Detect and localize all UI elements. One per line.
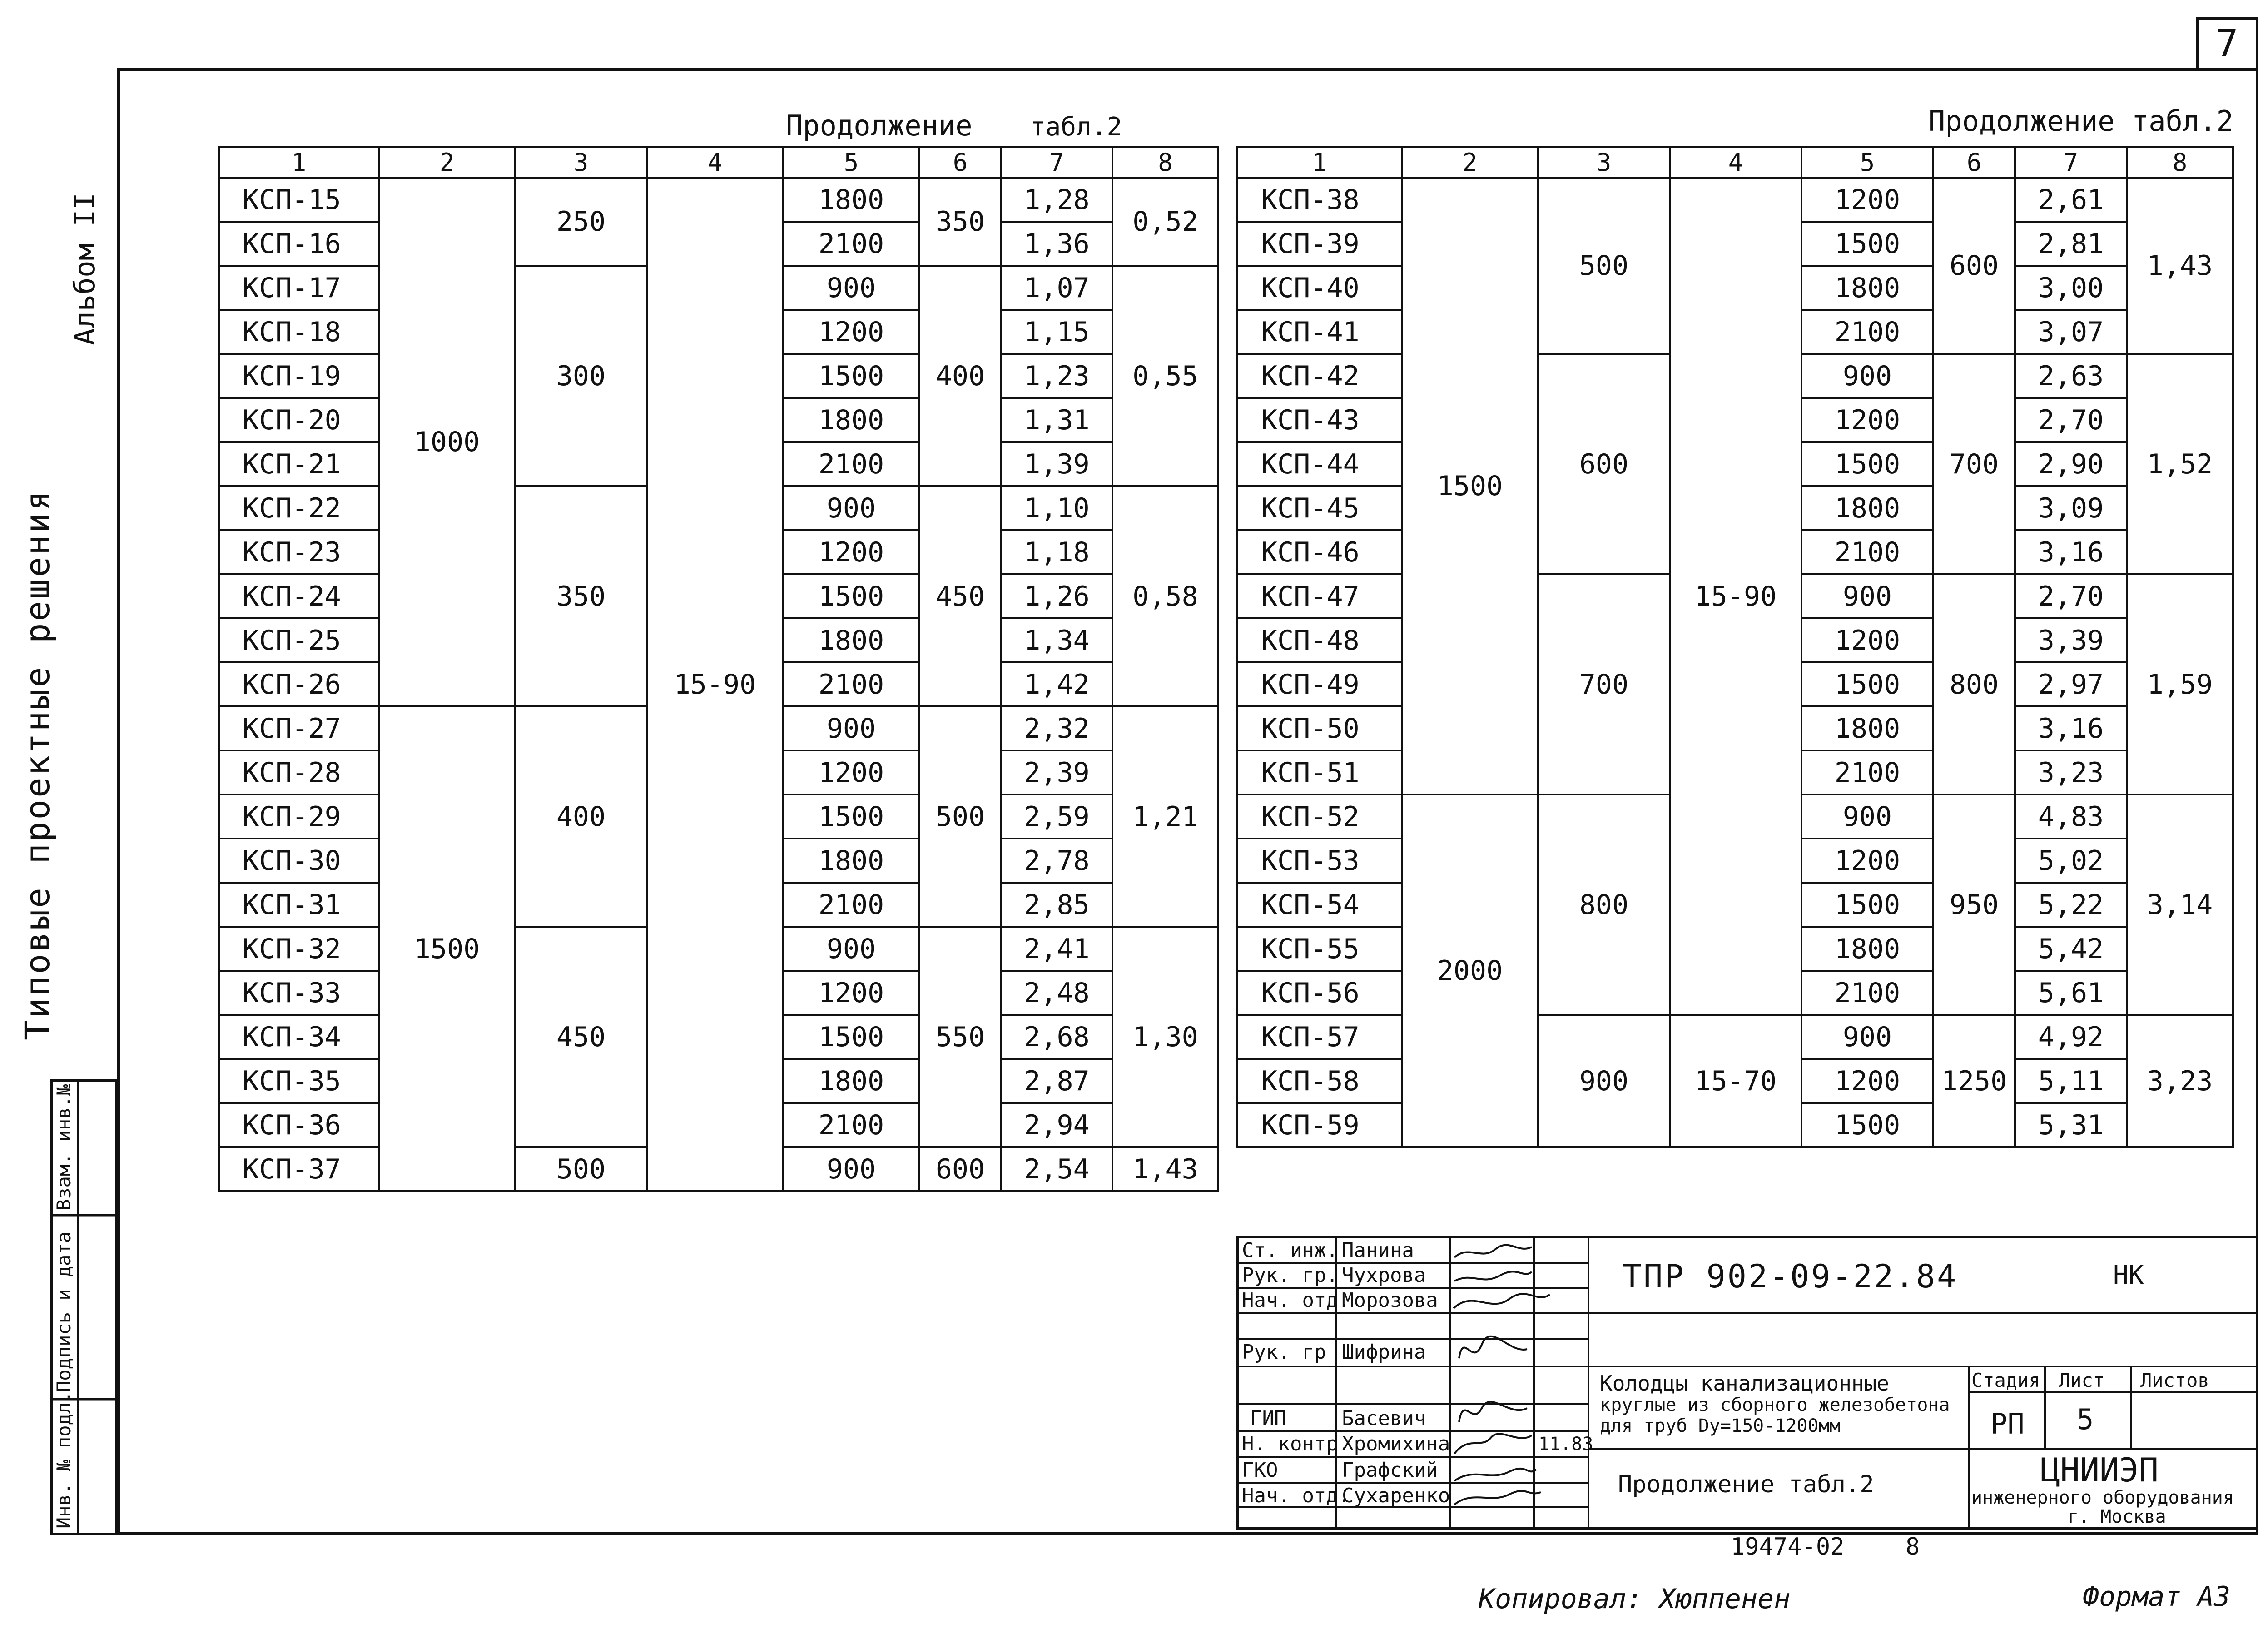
left-col4: 15-90 xyxy=(647,178,783,1191)
right-length: 1200 xyxy=(1801,839,1933,883)
left-weight: 2,68 xyxy=(1001,1015,1112,1059)
left-col6: 600 xyxy=(919,1147,1001,1191)
role-8: Нач. отд. xyxy=(1242,1484,1350,1507)
sheet-title: Продолжение табл.2 xyxy=(1618,1471,1874,1498)
left-col3: 300 xyxy=(515,266,647,486)
sheet-label: Лист xyxy=(2059,1369,2105,1391)
right-weight: 3,07 xyxy=(2015,310,2127,354)
name-7: Графский xyxy=(1342,1459,1438,1482)
left-mark: КСП-26 xyxy=(219,662,379,706)
left-mark: КСП-24 xyxy=(219,574,379,618)
right-header-7: 7 xyxy=(2015,147,2127,178)
left-mark: КСП-32 xyxy=(219,927,379,971)
left-length: 1500 xyxy=(783,1015,919,1059)
right-length: 1200 xyxy=(1801,398,1933,442)
right-weight: 5,22 xyxy=(2015,883,2127,927)
left-weight: 1,23 xyxy=(1001,354,1112,398)
left-caption-word: Продолжение xyxy=(786,109,973,142)
left-col3: 500 xyxy=(515,1147,647,1191)
right-header-1: 1 xyxy=(1237,147,1402,178)
left-header-row xyxy=(219,147,1218,178)
right-mark: КСП-49 xyxy=(1237,662,1402,706)
right-weight: 3,16 xyxy=(2015,530,2127,574)
left-col8: 1,21 xyxy=(1112,706,1218,927)
left-col6: 400 xyxy=(919,266,1001,486)
left-header-7: 7 xyxy=(1001,147,1112,178)
right-weight: 5,11 xyxy=(2015,1059,2127,1103)
right-length: 900 xyxy=(1801,795,1933,839)
right-col8: 1,43 xyxy=(2127,178,2233,354)
left-mark: КСП-34 xyxy=(219,1015,379,1059)
right-col6: 950 xyxy=(1933,795,2015,1015)
left-weight: 1,34 xyxy=(1001,618,1112,662)
left-length: 1500 xyxy=(783,354,919,398)
right-mark: КСП-58 xyxy=(1237,1059,1402,1103)
role-1: Ст. инж. xyxy=(1242,1239,1338,1262)
left-weight: 2,85 xyxy=(1001,883,1112,927)
right-weight: 2,61 xyxy=(2015,178,2127,222)
table-row xyxy=(219,178,1218,222)
left-length: 1200 xyxy=(783,971,919,1015)
right-mark: КСП-44 xyxy=(1237,442,1402,486)
right-mark: КСП-59 xyxy=(1237,1103,1402,1147)
left-weight: 2,94 xyxy=(1001,1103,1112,1147)
left-length: 2100 xyxy=(783,442,919,486)
left-col2: 1000 xyxy=(379,178,515,706)
right-length: 2100 xyxy=(1801,310,1933,354)
right-mark: КСП-47 xyxy=(1237,574,1402,618)
right-mark: КСП-42 xyxy=(1237,354,1402,398)
name-2: Чухрова xyxy=(1342,1264,1426,1287)
name-4: Шифрина xyxy=(1342,1341,1426,1364)
left-length: 2100 xyxy=(783,1103,919,1147)
right-mark: КСП-52 xyxy=(1237,795,1402,839)
right-weight: 2,63 xyxy=(2015,354,2127,398)
right-length: 900 xyxy=(1801,574,1933,618)
right-weight: 2,97 xyxy=(2015,662,2127,706)
right-col3: 500 xyxy=(1538,178,1670,354)
left-length: 2100 xyxy=(783,883,919,927)
left-col3: 400 xyxy=(515,706,647,927)
bottom-number: 19474-02 xyxy=(1731,1533,1845,1560)
name-1: Панина xyxy=(1342,1239,1414,1262)
left-mark: КСП-20 xyxy=(219,398,379,442)
side-stamp-replace-label: Взам. инв.№ xyxy=(53,1084,75,1211)
bottom-sheet: 8 xyxy=(1906,1533,1920,1560)
right-mark: КСП-45 xyxy=(1237,486,1402,530)
left-mark: КСП-22 xyxy=(219,486,379,530)
right-mark: КСП-43 xyxy=(1237,398,1402,442)
org-name: ЦНИИЭП xyxy=(2040,1451,2159,1489)
right-weight: 3,23 xyxy=(2015,750,2127,795)
left-col2: 1500 xyxy=(379,706,515,1191)
left-length: 1800 xyxy=(783,1059,919,1103)
left-length: 1200 xyxy=(783,530,919,574)
document-mark: НК xyxy=(2113,1261,2144,1290)
left-mark: КСП-25 xyxy=(219,618,379,662)
left-length: 1800 xyxy=(783,618,919,662)
sheets-label: Листов xyxy=(2140,1369,2209,1391)
right-weight: 3,39 xyxy=(2015,618,2127,662)
stage-label: Стадия xyxy=(1971,1369,2040,1391)
left-col8: 0,55 xyxy=(1112,266,1218,486)
left-col8: 0,58 xyxy=(1112,486,1218,706)
right-header-row xyxy=(1237,147,2233,178)
left-mark: КСП-23 xyxy=(219,530,379,574)
right-spec-table xyxy=(1236,146,2234,1148)
left-mark: КСП-31 xyxy=(219,883,379,927)
left-mark: КСП-21 xyxy=(219,442,379,486)
right-col8: 3,23 xyxy=(2127,1015,2233,1147)
right-length: 1800 xyxy=(1801,706,1933,750)
format-label: Формат А3 xyxy=(2083,1581,2231,1613)
left-weight: 1,18 xyxy=(1001,530,1112,574)
role-3: Нач. отд. xyxy=(1242,1289,1350,1312)
left-weight: 2,41 xyxy=(1001,927,1112,971)
right-col8: 1,52 xyxy=(2127,354,2233,574)
title-line-2: круглые из сборного железобетона xyxy=(1600,1395,1950,1415)
side-stamp xyxy=(50,1079,118,1535)
right-header-5: 5 xyxy=(1801,147,1933,178)
album-label: Альбом II xyxy=(68,193,101,345)
left-length: 900 xyxy=(783,486,919,530)
right-col3: 600 xyxy=(1538,354,1670,574)
left-mark: КСП-28 xyxy=(219,750,379,795)
right-weight: 3,00 xyxy=(2015,266,2127,310)
right-col8: 3,14 xyxy=(2127,795,2233,1015)
left-spec-table xyxy=(218,146,1219,1192)
right-col3: 800 xyxy=(1538,795,1670,1015)
left-length: 900 xyxy=(783,927,919,971)
right-length: 1800 xyxy=(1801,486,1933,530)
right-weight: 2,81 xyxy=(2015,222,2127,266)
right-weight: 2,70 xyxy=(2015,398,2127,442)
right-weight: 5,42 xyxy=(2015,927,2127,971)
side-stamp-sign-label: Подпись и дата xyxy=(53,1231,75,1392)
name-5: Басевич xyxy=(1342,1407,1426,1430)
left-col6: 350 xyxy=(919,178,1001,266)
left-length: 2100 xyxy=(783,222,919,266)
right-col3: 900 xyxy=(1538,1015,1670,1147)
right-mark: КСП-50 xyxy=(1237,706,1402,750)
role-7: ГКО xyxy=(1242,1459,1278,1482)
role-4: Рук. гр xyxy=(1242,1341,1326,1364)
left-weight: 1,42 xyxy=(1001,662,1112,706)
left-length: 1800 xyxy=(783,398,919,442)
left-mark: КСП-15 xyxy=(219,178,379,222)
right-weight: 5,31 xyxy=(2015,1103,2127,1147)
right-length: 2100 xyxy=(1801,750,1933,795)
right-col6: 1250 xyxy=(1933,1015,2015,1147)
left-header-6: 6 xyxy=(919,147,1001,178)
left-mark: КСП-33 xyxy=(219,971,379,1015)
right-mark: КСП-56 xyxy=(1237,971,1402,1015)
table-row xyxy=(1237,1015,2233,1059)
right-length: 900 xyxy=(1801,1015,1933,1059)
right-header-3: 3 xyxy=(1538,147,1670,178)
left-weight: 2,87 xyxy=(1001,1059,1112,1103)
right-col2: 1500 xyxy=(1402,178,1538,795)
title-line-3: для труб Dy=150-1200мм xyxy=(1600,1415,1841,1436)
right-length: 1500 xyxy=(1801,662,1933,706)
left-weight: 1,07 xyxy=(1001,266,1112,310)
left-col6: 450 xyxy=(919,486,1001,706)
left-weight: 1,39 xyxy=(1001,442,1112,486)
right-length: 1800 xyxy=(1801,266,1933,310)
right-header-4: 4 xyxy=(1670,147,1801,178)
left-col3: 450 xyxy=(515,927,647,1147)
left-length: 1500 xyxy=(783,574,919,618)
right-mark: КСП-48 xyxy=(1237,618,1402,662)
right-col4: 15-70 xyxy=(1670,1015,1801,1147)
right-mark: КСП-46 xyxy=(1237,530,1402,574)
left-length: 900 xyxy=(783,1147,919,1191)
right-weight: 3,09 xyxy=(2015,486,2127,530)
stage-value: РП xyxy=(1990,1407,2025,1440)
page-number: 7 xyxy=(2196,17,2258,68)
right-length: 1500 xyxy=(1801,222,1933,266)
left-weight: 1,28 xyxy=(1001,178,1112,222)
left-col3: 350 xyxy=(515,486,647,706)
right-col2: 2000 xyxy=(1402,795,1538,1147)
left-weight: 2,48 xyxy=(1001,971,1112,1015)
right-col6: 600 xyxy=(1933,178,2015,354)
role-2: Рук. гр. xyxy=(1242,1264,1338,1287)
name-6: Хромихина xyxy=(1342,1432,1450,1455)
left-weight: 2,54 xyxy=(1001,1147,1112,1191)
series-label: Типовые проектные решения xyxy=(18,489,57,1040)
right-weight: 3,16 xyxy=(2015,706,2127,750)
name-3: Морозова xyxy=(1342,1289,1438,1312)
right-col4: 15-90 xyxy=(1670,178,1801,1015)
title-block xyxy=(1236,1236,2258,1530)
right-mark: КСП-57 xyxy=(1237,1015,1402,1059)
right-mark: КСП-41 xyxy=(1237,310,1402,354)
left-weight: 1,10 xyxy=(1001,486,1112,530)
right-weight: 2,70 xyxy=(2015,574,2127,618)
right-col6: 800 xyxy=(1933,574,2015,795)
right-length: 1800 xyxy=(1801,927,1933,971)
left-header-4: 4 xyxy=(647,147,783,178)
right-weight: 5,61 xyxy=(2015,971,2127,1015)
left-col3: 250 xyxy=(515,178,647,266)
role-5: ГИП xyxy=(1250,1407,1286,1430)
right-col3: 700 xyxy=(1538,574,1670,795)
right-length: 1500 xyxy=(1801,1103,1933,1147)
table-row xyxy=(1237,178,2233,222)
left-col8: 1,30 xyxy=(1112,927,1218,1147)
left-weight: 2,78 xyxy=(1001,839,1112,883)
left-length: 1200 xyxy=(783,750,919,795)
left-length: 1800 xyxy=(783,839,919,883)
left-weight: 2,32 xyxy=(1001,706,1112,750)
left-length: 1800 xyxy=(783,178,919,222)
left-col6: 500 xyxy=(919,706,1001,927)
right-weight: 5,02 xyxy=(2015,839,2127,883)
right-weight: 4,92 xyxy=(2015,1015,2127,1059)
copied-by: Копировал: Хюппенен xyxy=(1479,1583,1791,1615)
left-length: 1500 xyxy=(783,795,919,839)
left-col8: 0,52 xyxy=(1112,178,1218,266)
left-col8: 1,43 xyxy=(1112,1147,1218,1191)
left-weight: 1,15 xyxy=(1001,310,1112,354)
left-weight: 1,36 xyxy=(1001,222,1112,266)
org-line2: инженерного оборудования xyxy=(1971,1487,2234,1508)
right-mark: КСП-51 xyxy=(1237,750,1402,795)
name-8: Сухаренко xyxy=(1342,1484,1450,1507)
left-weight: 1,31 xyxy=(1001,398,1112,442)
title-line-1: Колодцы канализационные xyxy=(1600,1371,1889,1396)
right-table-caption: Продолжение табл.2 xyxy=(1928,104,2233,138)
approval-date: 11.83 xyxy=(1538,1434,1593,1455)
right-header-8: 8 xyxy=(2127,147,2233,178)
left-header-5: 5 xyxy=(783,147,919,178)
right-weight: 2,90 xyxy=(2015,442,2127,486)
right-length: 2100 xyxy=(1801,971,1933,1015)
signatures xyxy=(1454,1245,1550,1505)
left-header-1: 1 xyxy=(219,147,379,178)
left-mark: КСП-27 xyxy=(219,706,379,750)
org-line3: г. Москва xyxy=(2068,1506,2166,1527)
left-col6: 550 xyxy=(919,927,1001,1147)
left-weight: 1,26 xyxy=(1001,574,1112,618)
right-length: 2100 xyxy=(1801,530,1933,574)
left-mark: КСП-19 xyxy=(219,354,379,398)
left-table-caption xyxy=(786,109,1122,142)
right-length: 1200 xyxy=(1801,178,1933,222)
left-header-3: 3 xyxy=(515,147,647,178)
left-weight: 2,59 xyxy=(1001,795,1112,839)
left-mark: КСП-30 xyxy=(219,839,379,883)
left-mark: КСП-29 xyxy=(219,795,379,839)
left-caption-tab: табл.2 xyxy=(1030,112,1122,142)
left-mark: КСП-36 xyxy=(219,1103,379,1147)
left-length: 900 xyxy=(783,706,919,750)
right-length: 1200 xyxy=(1801,1059,1933,1103)
right-mark: КСП-53 xyxy=(1237,839,1402,883)
document-code: ТПР 902-09-22.84 xyxy=(1623,1258,1958,1295)
right-mark: КСП-55 xyxy=(1237,927,1402,971)
left-weight: 2,39 xyxy=(1001,750,1112,795)
right-length: 1500 xyxy=(1801,442,1933,486)
left-length: 1200 xyxy=(783,310,919,354)
left-mark: КСП-17 xyxy=(219,266,379,310)
right-weight: 4,83 xyxy=(2015,795,2127,839)
left-header-8: 8 xyxy=(1112,147,1218,178)
right-mark: КСП-54 xyxy=(1237,883,1402,927)
right-length: 1500 xyxy=(1801,883,1933,927)
right-col6: 700 xyxy=(1933,354,2015,574)
right-header-2: 2 xyxy=(1402,147,1538,178)
right-header-6: 6 xyxy=(1933,147,2015,178)
left-mark: КСП-16 xyxy=(219,222,379,266)
left-mark: КСП-35 xyxy=(219,1059,379,1103)
left-mark: КСП-37 xyxy=(219,1147,379,1191)
sheet-value: 5 xyxy=(2077,1403,2094,1436)
left-length: 900 xyxy=(783,266,919,310)
right-col8: 1,59 xyxy=(2127,574,2233,795)
right-mark: КСП-40 xyxy=(1237,266,1402,310)
right-length: 1200 xyxy=(1801,618,1933,662)
right-length: 900 xyxy=(1801,354,1933,398)
left-mark: КСП-18 xyxy=(219,310,379,354)
side-stamp-inv-label: Инв. № подл. xyxy=(53,1391,75,1529)
role-6: Н. контр. xyxy=(1242,1432,1350,1455)
left-length: 2100 xyxy=(783,662,919,706)
right-mark: КСП-38 xyxy=(1237,178,1402,222)
left-header-2: 2 xyxy=(379,147,515,178)
right-mark: КСП-39 xyxy=(1237,222,1402,266)
